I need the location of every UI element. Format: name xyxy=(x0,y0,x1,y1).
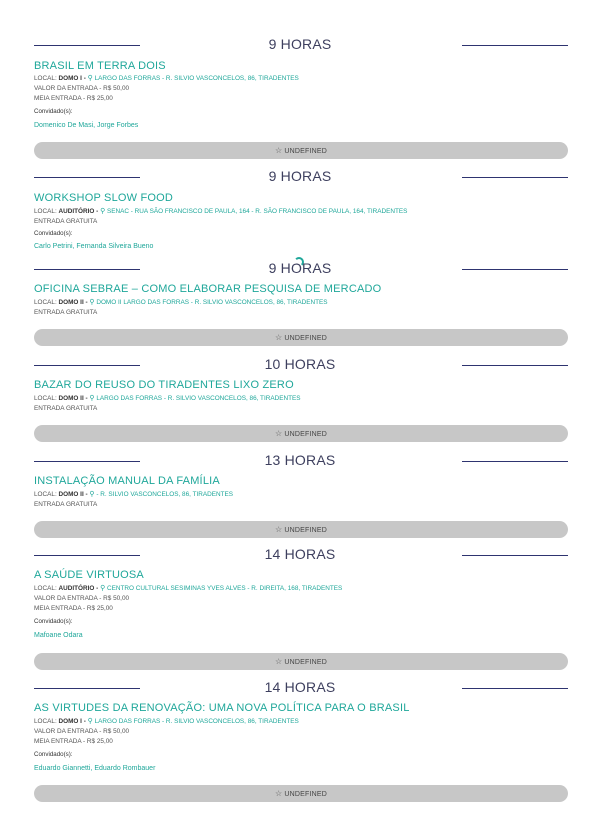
hour-header xyxy=(0,164,613,192)
event-card xyxy=(0,542,613,666)
price-free: ENTRADA GRATUITA xyxy=(34,218,98,225)
favorite-button[interactable]: ☆ UNDEFINED xyxy=(34,653,568,670)
guests-list: Carlo Petrini, Fernanda Silveira Bueno xyxy=(34,243,154,250)
star-icon: ☆ xyxy=(274,333,283,342)
map-pin-icon: ⚲ xyxy=(100,208,106,215)
event-title[interactable]: WORKSHOP SLOW FOOD xyxy=(34,192,174,204)
star-icon: ☆ xyxy=(274,657,283,666)
event-location: LOCAL: DOMO I - ⚲ LARGO DAS FORRAS - R. SILVIO VASCONCELOS, 86, TIRADENTES xyxy=(34,718,299,725)
hour-label: 14 HORAS xyxy=(264,546,336,562)
hour-header xyxy=(0,542,613,570)
divider xyxy=(462,269,568,270)
event-card xyxy=(0,675,613,798)
event-location: LOCAL: DOMO II - ⚲ - R. SILVIO VASCONCELOS, 86, TIRADENTES xyxy=(34,491,234,498)
divider xyxy=(462,461,568,462)
star-icon: ☆ xyxy=(274,429,283,438)
guests-label: Convidado(s): xyxy=(34,108,73,115)
event-title[interactable]: INSTALAÇÃO MANUAL DA FAMÍLIA xyxy=(34,475,220,487)
location-link[interactable]: CENTRO CULTURAL SESIMINAS YVES ALVES - R. DIREITA, 168, TIRADENTES xyxy=(106,585,343,592)
divider xyxy=(462,555,568,556)
price-half: MEIA ENTRADA - R$ 25,00 xyxy=(34,95,113,102)
hour-header xyxy=(0,448,613,476)
hour-label: 14 HORAS xyxy=(264,679,336,695)
guests-list: Mafoane Odara xyxy=(34,632,83,639)
price-free: ENTRADA GRATUITA xyxy=(34,405,98,412)
favorite-button[interactable]: ☆ UNDEFINED xyxy=(34,785,568,802)
event-title[interactable]: AS VIRTUDES DA RENOVAÇÃO: UMA NOVA POLÍTICA PARA O BRASIL xyxy=(34,702,410,714)
hour-label: 9 HORAS xyxy=(268,260,332,276)
price-full: VALOR DA ENTRADA - R$ 50,00 xyxy=(34,85,130,92)
price-half: MEIA ENTRADA - R$ 25,00 xyxy=(34,738,113,745)
map-pin-icon: ⚲ xyxy=(89,299,95,306)
price-free: ENTRADA GRATUITA xyxy=(34,309,98,316)
star-icon: ☆ xyxy=(274,525,283,534)
divider xyxy=(462,177,568,178)
event-location: LOCAL: AUDITÓRIO - ⚲ SENAC - RUA SÃO FRANCISCO DE PAULA, 164 - R. SÃO FRANCISCO DE PAULA, 164, TIRADENTES xyxy=(34,208,408,215)
hour-header xyxy=(0,675,613,703)
guests-label: Convidado(s): xyxy=(34,230,73,237)
hour-header xyxy=(0,32,613,60)
event-card xyxy=(0,256,613,342)
favorite-button[interactable]: ☆ UNDEFINED xyxy=(34,329,568,346)
event-card xyxy=(0,32,613,155)
event-title[interactable]: BAZAR DO REUSO DO TIRADENTES LIXO ZERO xyxy=(34,379,294,391)
location-link[interactable]: - R. SILVIO VASCONCELOS, 86, TIRADENTES xyxy=(96,491,234,498)
map-pin-icon: ⚲ xyxy=(89,491,95,498)
star-icon: ☆ xyxy=(274,789,283,798)
event-location: LOCAL: DOMO II - ⚲ DOMO II LARGO DAS FORRAS - R. SILVIO VASCONCELOS, 86, TIRADENTES xyxy=(34,299,328,306)
location-link[interactable]: LARGO DAS FORRAS - R. SILVIO VASCONCELOS, 86, TIRADENTES xyxy=(94,75,299,82)
hour-label: 9 HORAS xyxy=(268,168,332,184)
guests-label: Convidado(s): xyxy=(34,751,73,758)
event-location: LOCAL: DOMO II - ⚲ LARGO DAS FORRAS - R. SILVIO VASCONCELOS, 86, TIRADENTES xyxy=(34,395,301,402)
location-link[interactable]: SENAC - RUA SÃO FRANCISCO DE PAULA, 164 - R. SÃO FRANCISCO DE PAULA, 164, TIRADENTES xyxy=(106,208,408,215)
event-location: LOCAL: AUDITÓRIO - ⚲ CENTRO CULTURAL SESIMINAS YVES ALVES - R. DIREITA, 168, TIRADENTES xyxy=(34,585,343,592)
favorite-button[interactable]: ☆ UNDEFINED xyxy=(34,425,568,442)
location-link[interactable]: LARGO DAS FORRAS - R. SILVIO VASCONCELOS, 86, TIRADENTES xyxy=(96,395,301,402)
star-icon: ☆ xyxy=(274,146,283,155)
location-link[interactable]: LARGO DAS FORRAS - R. SILVIO VASCONCELOS, 86, TIRADENTES xyxy=(94,718,299,725)
price-full: VALOR DA ENTRADA - R$ 50,00 xyxy=(34,728,130,735)
price-half: MEIA ENTRADA - R$ 25,00 xyxy=(34,605,113,612)
hour-header xyxy=(0,256,613,284)
event-card xyxy=(0,448,613,534)
map-pin-icon: ⚲ xyxy=(87,75,93,82)
price-full: VALOR DA ENTRADA - R$ 50,00 xyxy=(34,595,130,602)
map-pin-icon: ⚲ xyxy=(87,718,93,725)
map-pin-icon: ⚲ xyxy=(89,395,95,402)
event-title[interactable]: OFICINA SEBRAE – COMO ELABORAR PESQUISA DE MERCADO xyxy=(34,283,382,295)
divider xyxy=(462,688,568,689)
divider xyxy=(462,365,568,366)
favorite-button[interactable]: ☆ UNDEFINED xyxy=(34,521,568,538)
hour-label: 9 HORAS xyxy=(268,36,332,52)
map-pin-icon: ⚲ xyxy=(100,585,106,592)
guests-label: Convidado(s): xyxy=(34,618,73,625)
guests-list: Domenico De Masi, Jorge Forbes xyxy=(34,122,139,129)
guests-list: Eduardo Giannetti, Eduardo Rombauer xyxy=(34,765,156,772)
event-location: LOCAL: DOMO I - ⚲ LARGO DAS FORRAS - R. SILVIO VASCONCELOS, 86, TIRADENTES xyxy=(34,75,299,82)
event-title[interactable]: BRASIL EM TERRA DOIS xyxy=(34,60,166,72)
hour-header xyxy=(0,352,613,380)
event-card xyxy=(0,352,613,438)
favorite-button[interactable]: ☆ UNDEFINED xyxy=(34,142,568,159)
location-link[interactable]: DOMO II LARGO DAS FORRAS - R. SILVIO VASCONCELOS, 86, TIRADENTES xyxy=(96,299,328,306)
hour-label: 10 HORAS xyxy=(264,356,336,372)
hour-label: 13 HORAS xyxy=(264,452,336,468)
price-free: ENTRADA GRATUITA xyxy=(34,501,98,508)
event-card xyxy=(0,164,613,250)
event-title[interactable]: A SAÚDE VIRTUOSA xyxy=(34,569,144,581)
divider xyxy=(462,45,568,46)
